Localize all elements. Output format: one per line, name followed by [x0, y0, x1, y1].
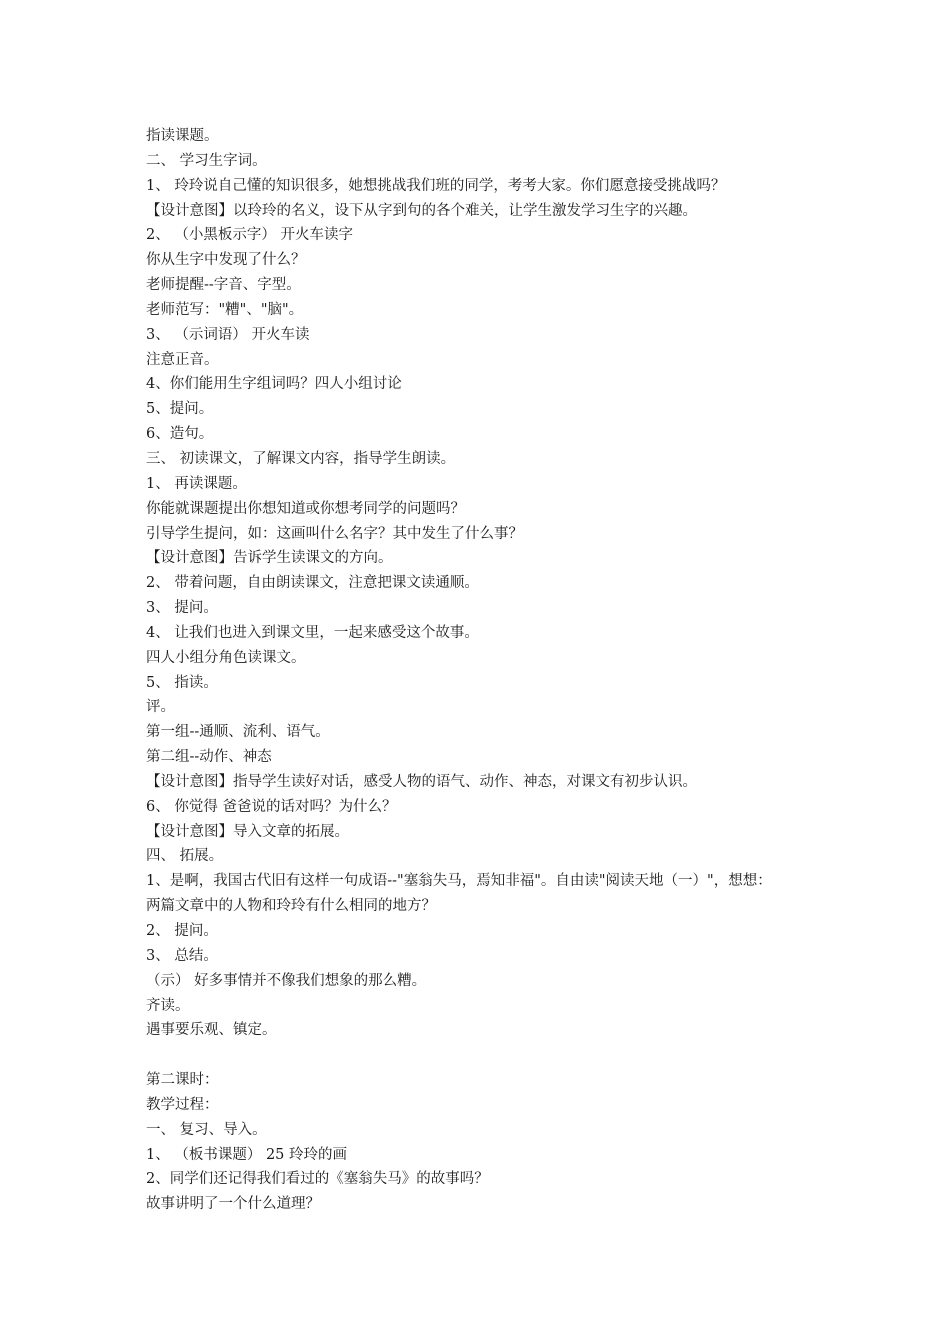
- text-line: 6、 你觉得 爸爸说的话对吗？为什么？: [146, 798, 397, 815]
- text-line: 2、 （小黑板示字） 开火车读字: [146, 227, 353, 244]
- text-line: 第一组--通顺、流利、语气。: [146, 724, 330, 741]
- text-line: 1、是啊，我国古代旧有这样一句成语--"塞翁失马，焉知非福"。自由读"阅读天地（一）"，想想：: [146, 873, 772, 890]
- design-intent-note: 【设计意图】导入文章的拓展。: [146, 823, 349, 840]
- design-intent-note: 【设计意图】告诉学生读课文的方向。: [146, 550, 393, 567]
- design-intent-note: 【设计意图】指导学生读好对话，感受人物的语气、动作、神态，对课文有初步认识。: [146, 773, 697, 790]
- text-line: 注意正音。: [146, 351, 219, 368]
- text-line: 5、 指读。: [146, 674, 218, 691]
- section-heading: 二、 学习生字词。: [146, 152, 267, 169]
- text-line: 1、 玲玲说自己懂的知识很多，她想挑战我们班的同学，考考大家。你们愿意接受挑战吗？: [146, 177, 726, 194]
- text-line: 评。: [146, 699, 175, 716]
- document-body: [146, 124, 836, 1217]
- text-line: 你从生字中发现了什么？: [146, 252, 306, 269]
- text-line: 两篇文章中的人物和玲玲有什么相同的地方？: [146, 898, 436, 915]
- text-line: 1、 （板书课题） 25 玲玲的画: [146, 1146, 348, 1163]
- text-line: 4、 让我们也进入到课文里，一起来感受这个故事。: [146, 624, 479, 641]
- lesson-heading: 第二课时：: [146, 1072, 219, 1089]
- text-line: 你能就课题提出你想知道或你想考同学的问题吗？: [146, 500, 465, 517]
- text-line: 四人小组分角色读课文。: [146, 649, 306, 666]
- text-line: 引导学生提问，如：这画叫什么名字？其中发生了什么事？: [146, 525, 523, 542]
- blank-line: [146, 1043, 836, 1068]
- design-intent-note: 【设计意图】以玲玲的名义，设下从字到句的各个难关，让学生激发学习生字的兴趣。: [146, 202, 697, 219]
- text-line: 故事讲明了一个什么道理？: [146, 1196, 320, 1213]
- text-line: 1、 再读课题。: [146, 475, 247, 492]
- text-line: 老师提醒--字音、字型。: [146, 277, 301, 294]
- text-line: 6、造句。: [146, 426, 214, 443]
- text-line: 5、提问。: [146, 401, 214, 418]
- text-line: 指读课题。: [146, 128, 219, 144]
- text-line: 3、 总结。: [146, 947, 218, 964]
- text-line: 3、 （示词语） 开火车读: [146, 326, 310, 343]
- text-line: 2、同学们还记得我们看过的《塞翁失马》的故事吗？: [146, 1171, 489, 1188]
- text-line: 齐读。: [146, 997, 190, 1014]
- section-heading: 三、 初读课文，了解课文内容，指导学生朗读。: [146, 450, 456, 467]
- section-heading: 一、 复习、导入。: [146, 1121, 267, 1138]
- text-line: 遇事要乐观、镇定。: [146, 1022, 277, 1039]
- text-line: （示） 好多事情并不像我们想象的那么糟。: [146, 972, 427, 989]
- text-line: 2、 提问。: [146, 923, 218, 939]
- text-line: 老师范写："糟"、"脑"。: [146, 301, 304, 318]
- section-heading: 四、 拓展。: [146, 848, 224, 865]
- text-line: 4、你们能用生字组词吗？四人小组讨论: [146, 376, 402, 393]
- text-line: 3、 提问。: [146, 600, 218, 617]
- text-line: 教学过程：: [146, 1096, 219, 1113]
- text-line: 第二组--动作、神态: [146, 749, 272, 766]
- text-line: 2、 带着问题，自由朗读课文，注意把课文读通顺。: [146, 575, 479, 592]
